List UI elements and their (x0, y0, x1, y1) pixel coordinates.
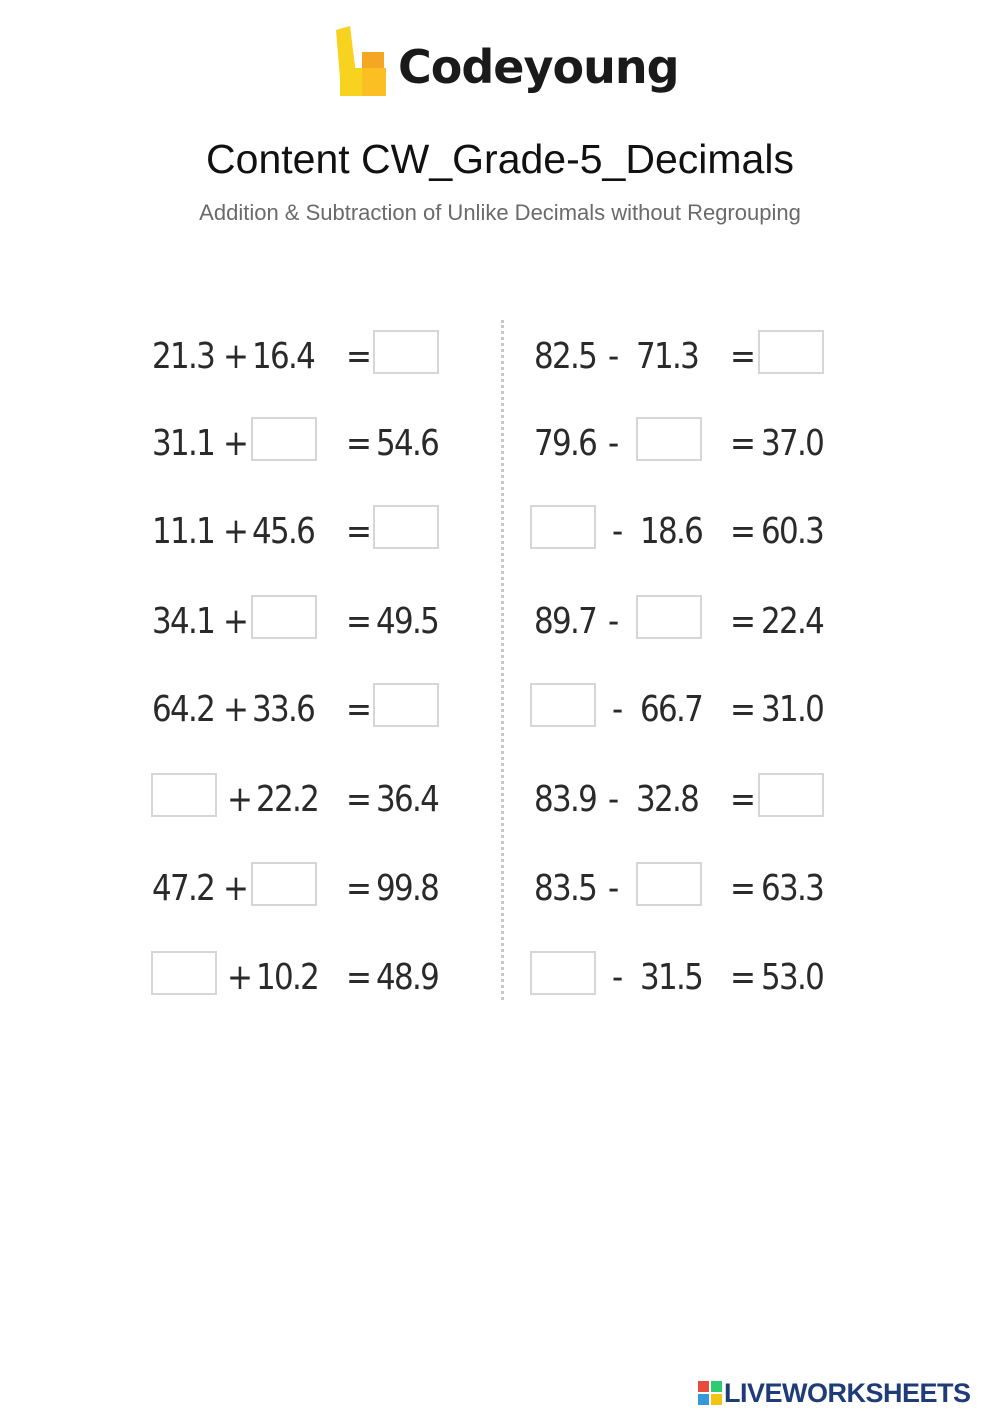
result-value: 53.0 (761, 957, 824, 998)
operator-sign: + (223, 511, 248, 552)
equals-sign: = (730, 689, 755, 730)
answer-box[interactable] (636, 595, 702, 639)
operator-sign: + (227, 779, 252, 820)
operator-sign: - (612, 957, 622, 998)
operand-b: 18.6 (640, 511, 703, 552)
operator-sign: - (612, 689, 622, 730)
operand-a: 31.1 (152, 423, 215, 464)
operand-b: 71.3 (636, 336, 699, 377)
equals-sign: = (730, 868, 755, 909)
answer-box[interactable] (530, 505, 596, 549)
answer-box[interactable] (373, 330, 439, 374)
equals-sign: = (730, 957, 755, 998)
answer-box[interactable] (636, 417, 702, 461)
equals-sign: = (730, 601, 755, 642)
operand-a: 34.1 (152, 601, 215, 642)
equals-sign: = (730, 779, 755, 820)
operand-a: 83.9 (534, 779, 597, 820)
operator-sign: + (223, 689, 248, 730)
equals-sign: = (346, 779, 371, 820)
result-value: 99.8 (376, 868, 439, 909)
equals-sign: = (346, 511, 371, 552)
page-title: Content CW_Grade-5_Decimals (206, 136, 794, 182)
operand-b: 16.4 (252, 336, 315, 377)
operand-b: 45.6 (252, 511, 315, 552)
operand-a: 11.1 (152, 511, 215, 552)
operand-b: 22.2 (256, 779, 319, 820)
operator-sign: - (608, 423, 618, 464)
operand-b: 66.7 (640, 689, 703, 730)
answer-box[interactable] (636, 862, 702, 906)
equals-sign: = (346, 689, 371, 730)
operator-sign: - (608, 601, 618, 642)
operand-a: 83.5 (534, 868, 597, 909)
brand-logo (332, 26, 679, 106)
codeyoung-logo-icon (332, 26, 388, 98)
operand-a: 89.7 (534, 601, 597, 642)
operator-sign: - (608, 779, 618, 820)
equals-sign: = (346, 868, 371, 909)
operand-a: 82.5 (534, 336, 597, 377)
equals-sign: = (346, 957, 371, 998)
equals-sign: = (730, 423, 755, 464)
equals-sign: = (346, 601, 371, 642)
answer-box[interactable] (758, 330, 824, 374)
operand-a: 64.2 (152, 689, 215, 730)
operand-a: 79.6 (534, 423, 597, 464)
result-value: 60.3 (761, 511, 824, 552)
result-value: 54.6 (376, 423, 439, 464)
operand-a: 21.3 (152, 336, 215, 377)
answer-box[interactable] (373, 505, 439, 549)
operator-sign: - (608, 336, 618, 377)
footer-watermark (698, 1378, 998, 1408)
page-subtitle: Addition & Subtraction of Unlike Decimals without Regrouping (199, 200, 801, 225)
result-value: 49.5 (376, 601, 439, 642)
column-divider (501, 320, 504, 1000)
operator-sign: + (223, 601, 248, 642)
equals-sign: = (346, 423, 371, 464)
operator-sign: - (612, 511, 622, 552)
operator-sign: + (227, 957, 252, 998)
equals-sign: = (730, 336, 755, 377)
operator-sign: + (223, 868, 248, 909)
equals-sign: = (730, 511, 755, 552)
liveworksheets-icon (698, 1381, 722, 1405)
result-value: 31.0 (761, 689, 824, 730)
watermark-text: LIVEWORKSHEETS (724, 1378, 971, 1408)
brand-name: Codeyoung (398, 40, 679, 94)
answer-box[interactable] (758, 773, 824, 817)
answer-box[interactable] (373, 683, 439, 727)
operator-sign: + (223, 336, 248, 377)
result-value: 22.4 (761, 601, 824, 642)
answer-box[interactable] (251, 862, 317, 906)
result-value: 37.0 (761, 423, 824, 464)
result-value: 48.9 (376, 957, 439, 998)
operand-a: 47.2 (152, 868, 215, 909)
equals-sign: = (346, 336, 371, 377)
answer-box[interactable] (151, 773, 217, 817)
operand-b: 31.5 (640, 957, 703, 998)
operator-sign: + (223, 423, 248, 464)
result-value: 36.4 (376, 779, 439, 820)
operator-sign: - (608, 868, 618, 909)
result-value: 63.3 (761, 868, 824, 909)
answer-box[interactable] (530, 951, 596, 995)
operand-b: 33.6 (252, 689, 315, 730)
answer-box[interactable] (251, 595, 317, 639)
operand-b: 10.2 (256, 957, 319, 998)
answer-box[interactable] (251, 417, 317, 461)
operand-b: 32.8 (636, 779, 699, 820)
answer-box[interactable] (530, 683, 596, 727)
answer-box[interactable] (151, 951, 217, 995)
